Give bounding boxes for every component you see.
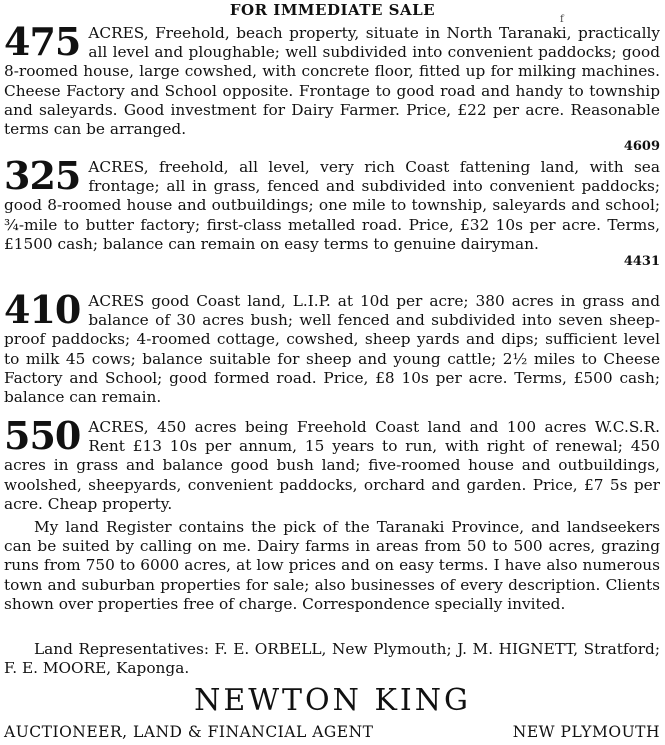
stray-print-mark: f: [560, 14, 564, 25]
listing-reference: 4609: [623, 139, 660, 155]
listing-text: ACRES, freehold, all level, very rich Coast fattening land, with sea frontage; all in grass, fenced and subdivided into convenient paddocks; good 8-roomed house and outbuildings; one mile to township, saleyards and school; ¾-mile to butter factory; first-class metalled road. Price, £32 10s per acre. Terms, £1500 cash; balance can remain on easy terms to genuine dairyman.: [4, 158, 660, 253]
ad-header: FOR IMMEDIATE SALE: [229, 1, 436, 19]
listing-text: ACRES good Coast land, L.I.P. at 10d per acre; 380 acres in grass and balance of 30 acres bush; well fenced and subdivided into seven sheep-proof paddocks; 4-roomed cottage, cowshed, sheep yards and dips; sufficient level to milk 45 cows; balance suitable for sheep and young cattle; 2½ miles to Cheese Factory and School; good formed road. Price, £8 10s per acre. Terms, £500 cash; balance can remain.: [4, 292, 660, 407]
listing-410: [4, 287, 660, 407]
listing-number: 325: [4, 153, 81, 198]
footer-occupation: AUCTIONEER, LAND & FINANCIAL AGENT: [4, 723, 374, 741]
listing-text: ACRES, 450 acres being Freehold Coast land and 100 acres W.C.S.R. Rent £13 10s per annum, 15 years to run, with right of renewal; 450 acres in grass and balance good bush land; five-roomed house and outbuildings, woolshed, sheepyards, convenient paddocks, orchard and garden. Price, £7 5s per acre. Cheap property.: [4, 418, 660, 513]
footer: [4, 722, 660, 742]
listing-text: ACRES, Freehold, beach property, situate in North Taranaki, practically all level and ploughable; well subdivided into convenient paddocks; good 8-roomed house, large cowshed, with concrete floor, fitted up for milking machines. Cheese Factory and School opposite. Frontage to good road and handy to township and saleyards. Good investment for Dairy Farmer. Price, £22 per acre. Reasonable terms can be arranged.: [4, 24, 660, 139]
listing-number: 550: [4, 413, 81, 458]
representatives-paragraph: Land Representatives: F. E. ORBELL, New Plymouth; J. M. HIGNETT, Stratford; F. E. MOORE, Kaponga.: [4, 640, 660, 678]
listing-475: [4, 19, 660, 155]
listing-number: 410: [4, 287, 81, 332]
register-paragraph: My land Register contains the pick of the Taranaki Province, and landseekers can be suited by calling on me. Dairy farms in areas from 50 to 500 acres, grazing runs from 750 to 6000 acres, at low prices and on easy terms. I have also numerous town and suburban properties for sale; also businesses of every description. Clients shown over properties free of charge. Correspondence specially invited.: [4, 518, 660, 613]
listing-reference: 4431: [623, 254, 660, 270]
footer-location: NEW PLYMOUTH: [512, 723, 660, 741]
listing-number: 475: [4, 19, 81, 64]
listing-325: [4, 153, 660, 270]
brand-name: NEWTON KING: [194, 683, 471, 718]
listing-550: [4, 413, 660, 514]
